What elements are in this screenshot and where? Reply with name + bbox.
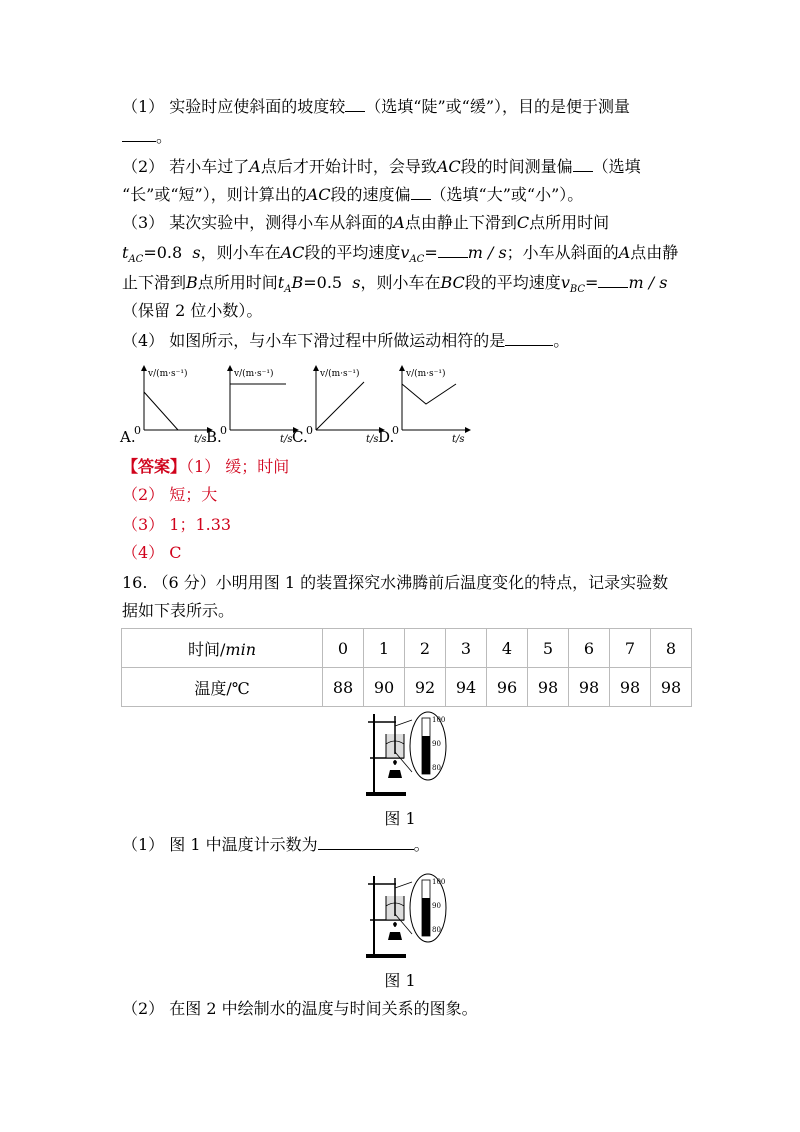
temperature-table xyxy=(121,628,692,707)
temp-cell: 96 xyxy=(487,668,528,707)
q15-part2-line2: “长”或“短”），则计算出的AC段的速度偏 （选填“大”或“小”）。 xyxy=(122,185,584,204)
time-cell: 2 xyxy=(405,629,446,668)
q16-sub2-line: （2） 在图 2 中绘制水的温度与时间关系的图象。 xyxy=(122,999,478,1018)
graph-a-origin: 0 xyxy=(134,424,141,437)
temp-cell: 88 xyxy=(323,668,364,707)
q15-part1-line1: （1） 实验时应使斜面的坡度较 （选填“陡”或“缓”），目的是便于测量 xyxy=(122,97,631,116)
graph-a-xlabel: t/s xyxy=(194,434,207,445)
q16-sub1-line: （1） 图 1 中温度计示数为 。 xyxy=(122,835,430,854)
option-b-label[interactable]: B. xyxy=(206,428,222,446)
svg-text:100: 100 xyxy=(432,716,446,724)
option-d-label[interactable]: D. xyxy=(378,428,395,446)
boiling-apparatus-figure-1-repeat xyxy=(360,868,456,964)
graph-d xyxy=(392,366,470,445)
answer-line4: （4） C xyxy=(122,543,182,562)
answer-line1: 【答案】（1） 缓；时间 xyxy=(122,457,290,476)
graph-c-origin: 0 xyxy=(306,424,313,437)
temp-cell: 98 xyxy=(569,668,610,707)
svg-text:90: 90 xyxy=(432,902,441,910)
q16-intro-line1: 16. （6 分）小明用图 1 的装置探究水沸腾前后温度变化的特点，记录实验数 xyxy=(122,573,669,592)
q15-part3-line4: （保留 2 位小数）。 xyxy=(122,301,263,320)
time-cell: 8 xyxy=(651,629,692,668)
temp-cell: 98 xyxy=(651,668,692,707)
graph-c-xlabel: t/s xyxy=(366,434,379,445)
graph-d-xlabel: t/s xyxy=(452,434,465,445)
q15-part2-line1: （2） 若小车过了A点后才开始计时，会导致AC段的时间测量偏 （选填 xyxy=(122,157,641,176)
time-cell: 5 xyxy=(528,629,569,668)
svg-text:80: 80 xyxy=(432,926,441,934)
svg-text:80: 80 xyxy=(432,764,441,772)
table-row-time xyxy=(122,629,692,668)
time-cell: 4 xyxy=(487,629,528,668)
graph-b-xlabel: t/s xyxy=(280,434,293,445)
figure-1-caption-repeat: 图 1 xyxy=(384,971,416,990)
temp-cell: 98 xyxy=(610,668,651,707)
temp-cell: 92 xyxy=(405,668,446,707)
temp-cell: 94 xyxy=(446,668,487,707)
time-cell: 0 xyxy=(323,629,364,668)
svg-text:100: 100 xyxy=(432,878,446,886)
graph-d-origin: 0 xyxy=(392,424,399,437)
time-cell: 6 xyxy=(569,629,610,668)
q15-part3-line3: 止下滑到B点所用时间$t_AB=0.5$ s，则小车在BC段的平均速度$v_{BC}= m / s$ xyxy=(122,273,668,296)
option-a-label[interactable]: A. xyxy=(120,428,136,446)
time-cell: 7 xyxy=(610,629,651,668)
q15-part3-line1: （3） 某次实验中，测得小车从斜面的A点由静止下滑到C点所用时间 xyxy=(122,213,610,232)
temp-cell: 98 xyxy=(528,668,569,707)
graph-b-ylabel: v/(m·s⁻¹) xyxy=(234,369,274,379)
answer-line3: （3） 1；1.33 xyxy=(122,515,232,534)
q15-part1-line2: 。 xyxy=(122,126,172,148)
time-cell: 3 xyxy=(446,629,487,668)
time-header: 时间/min xyxy=(122,629,323,668)
graph-a-ylabel: v/(m·s⁻¹) xyxy=(148,369,188,379)
boiling-apparatus-figure-1 xyxy=(360,706,456,802)
graph-a xyxy=(134,366,212,445)
graph-c-ylabel: v/(m·s⁻¹) xyxy=(320,369,360,379)
graph-b xyxy=(220,366,298,445)
answer-tag: 【答案】 xyxy=(122,457,187,476)
graph-c xyxy=(306,366,384,445)
time-cell: 1 xyxy=(364,629,405,668)
temp-cell: 90 xyxy=(364,668,405,707)
q15-part4-line: （4） 如图所示，与小车下滑过程中所做运动相符的是 。 xyxy=(122,331,570,350)
graph-b-origin: 0 xyxy=(220,424,227,437)
q16-intro-line2: 据如下表所示。 xyxy=(122,601,235,620)
q15-part3-line2: $t_{AC}=0.8$ s，则小车在AC段的平均速度$v_{AC}= m / s$；小车从斜面的A点由静 xyxy=(122,243,679,266)
option-c-label[interactable]: C. xyxy=(292,428,308,446)
answer-line2: （2） 短；大 xyxy=(122,485,218,504)
temp-header: 温度/℃ xyxy=(122,668,323,707)
svg-text:90: 90 xyxy=(432,740,441,748)
table-row-temp xyxy=(122,668,692,707)
graph-d-ylabel: v/(m·s⁻¹) xyxy=(406,369,446,379)
figure-1-caption: 图 1 xyxy=(384,809,416,828)
